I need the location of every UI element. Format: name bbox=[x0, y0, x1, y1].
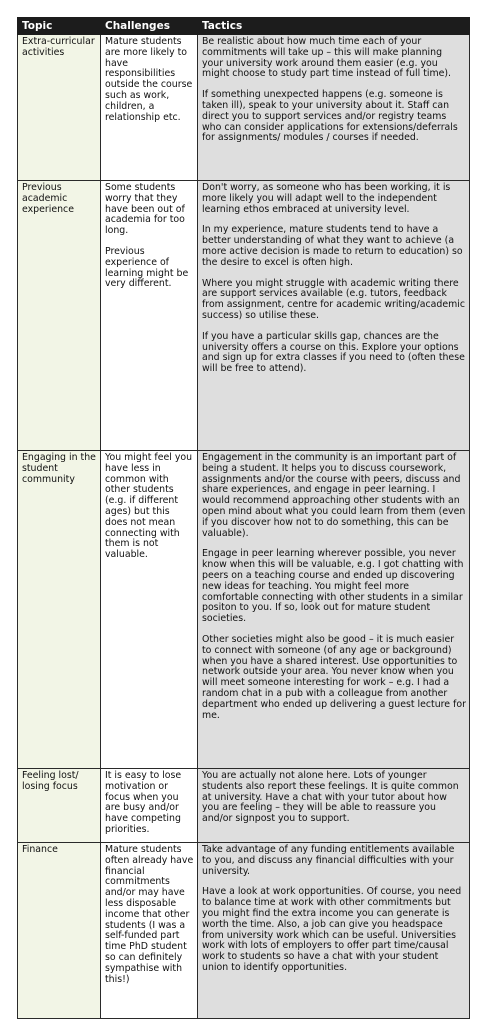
tactics-cell bbox=[198, 769, 470, 843]
tactic-text: Have a look at work opportunities. Of course, you need to balance time at work with other commitments but you might find the extra income you can generate is worth the time. Also, a job can give you headspace from university work which can be useful. Universities work with lots of employers to offer part time/causal work to students so have a chat with your student union to identify opportunities. bbox=[202, 886, 462, 973]
topic-cell bbox=[18, 451, 101, 769]
tactic-text: Engage in peer learning wherever possible, you never know when this will be valuable, e.g. I got chatting with peers on a teaching course and ended up discovering new ideas for teaching. You might feel more comfortable connecting with other students in a similar positon to you. If so, look out for mature student societies. bbox=[202, 548, 464, 625]
topic-text: Previous academic experience bbox=[22, 182, 74, 215]
table-row bbox=[18, 35, 470, 181]
challenge-text: It is easy to lose motivation or focus when you are busy and/or have competing priorities. bbox=[105, 770, 182, 835]
topic-text: Extra-curricular activities bbox=[22, 36, 95, 58]
tactic-text: You are actually not alone here. Lots of younger students also report these feelings. It is quite common at university. Have a chat with your tutor about how you are feeling – they will be able to reassure you and/or signpost you to support. bbox=[202, 770, 459, 825]
challenge-text: Mature students are more likely to have responsibilities outside the course such as work, children, a relationship etc. bbox=[105, 36, 193, 123]
table-row bbox=[18, 843, 470, 1019]
challenge-text: Some students worry that they have been out of academia for too long. bbox=[105, 182, 185, 237]
topic-text: Finance bbox=[22, 844, 58, 855]
tactics-cell bbox=[198, 181, 470, 451]
topic-text: Feeling lost/ losing focus bbox=[22, 770, 79, 792]
tactic-text: Be realistic about how much time each of your commitments will take up – this will make planning your university work around them easier (e.g. you might choose to study part time instead of full time). bbox=[202, 36, 452, 80]
tactics-cell bbox=[198, 451, 470, 769]
tactic-text: Don't worry, as someone who has been working, it is more likely you will adapt well to the independent learning ethos embraced at university level. bbox=[202, 182, 451, 215]
challenges-cell bbox=[101, 451, 198, 769]
topic-cell bbox=[18, 769, 101, 843]
topic-cell bbox=[18, 35, 101, 181]
challenge-text: Previous experience of learning might be very different. bbox=[105, 245, 189, 290]
tactics-cell bbox=[198, 843, 470, 1019]
tactic-text: Other societies might also be good – it is much easier to connect with someone (of any age or background) when you have a shared interest. Use opportunities to network outside your area. You never know when you will meet someone interesting for work – e.g. I had a random chat in a pub with a colleague from another department who ended up delivering a guest lecture for me. bbox=[202, 633, 466, 721]
challenges-cell bbox=[101, 181, 198, 451]
topic-cell bbox=[18, 843, 101, 1019]
challenges-cell bbox=[101, 843, 198, 1019]
tactics-cell bbox=[198, 35, 470, 181]
tactic-text: Engagement in the community is an important part of being a student. It helps you to discuss coursework, assignments and/or the course with peers, discuss and share experiences, and engage in peer learning. I would recommend approaching other students with an open mind about what you could learn from them (even if you discover how not to do something, this can be valuable). bbox=[202, 452, 466, 539]
tactic-text: Take advantage of any funding entitlements available to you, and discuss any financial difficulties with your university. bbox=[202, 844, 455, 877]
header-topic: Topic bbox=[18, 18, 101, 35]
tactic-text: If you have a particular skills gap, chances are the university offers a course on this. Explore your options and sign up for extra classes if you need to (often these will be free to attend). bbox=[202, 330, 465, 375]
topic-text: Engaging in the student community bbox=[22, 452, 96, 485]
tactics-table-container bbox=[17, 17, 469, 1019]
tactic-text: Where you might struggle with academic writing there are support services available (e.g. tutors, feedback from assignment, centre for academic writing/academic success) so utilise these. bbox=[202, 277, 466, 321]
challenges-tactics-table bbox=[17, 17, 470, 1019]
header-tactics: Tactics bbox=[198, 18, 470, 35]
table-row bbox=[18, 769, 470, 843]
header-row bbox=[18, 18, 470, 35]
challenge-text: Mature students often already have financial commitments and/or may have less disposable income that other students (I was a self-funded part time PhD student so can definitely sympathise with this!) bbox=[105, 844, 194, 985]
table-row bbox=[18, 451, 470, 769]
topic-cell bbox=[18, 181, 101, 451]
challenges-cell bbox=[101, 769, 198, 843]
tactic-text: In my experience, mature students tend to have a better understanding of what they want to achieve (a more active decision is made to return to education) so the desire to excel is often high. bbox=[202, 224, 463, 268]
table-row bbox=[18, 181, 470, 451]
header-challenges: Challenges bbox=[101, 18, 198, 35]
challenge-text: You might feel you have less in common with other students (e.g. if different ages) but this does not mean connecting with them is not valuable. bbox=[105, 452, 193, 561]
tactic-text: If something unexpected happens (e.g. someone is taken ill), speak to your university about it. Staff can direct you to support services and/or registry teams who can consider applications for extensions/deferrals for assignments/ modules / courses if needed. bbox=[202, 89, 458, 144]
challenges-cell bbox=[101, 35, 198, 181]
